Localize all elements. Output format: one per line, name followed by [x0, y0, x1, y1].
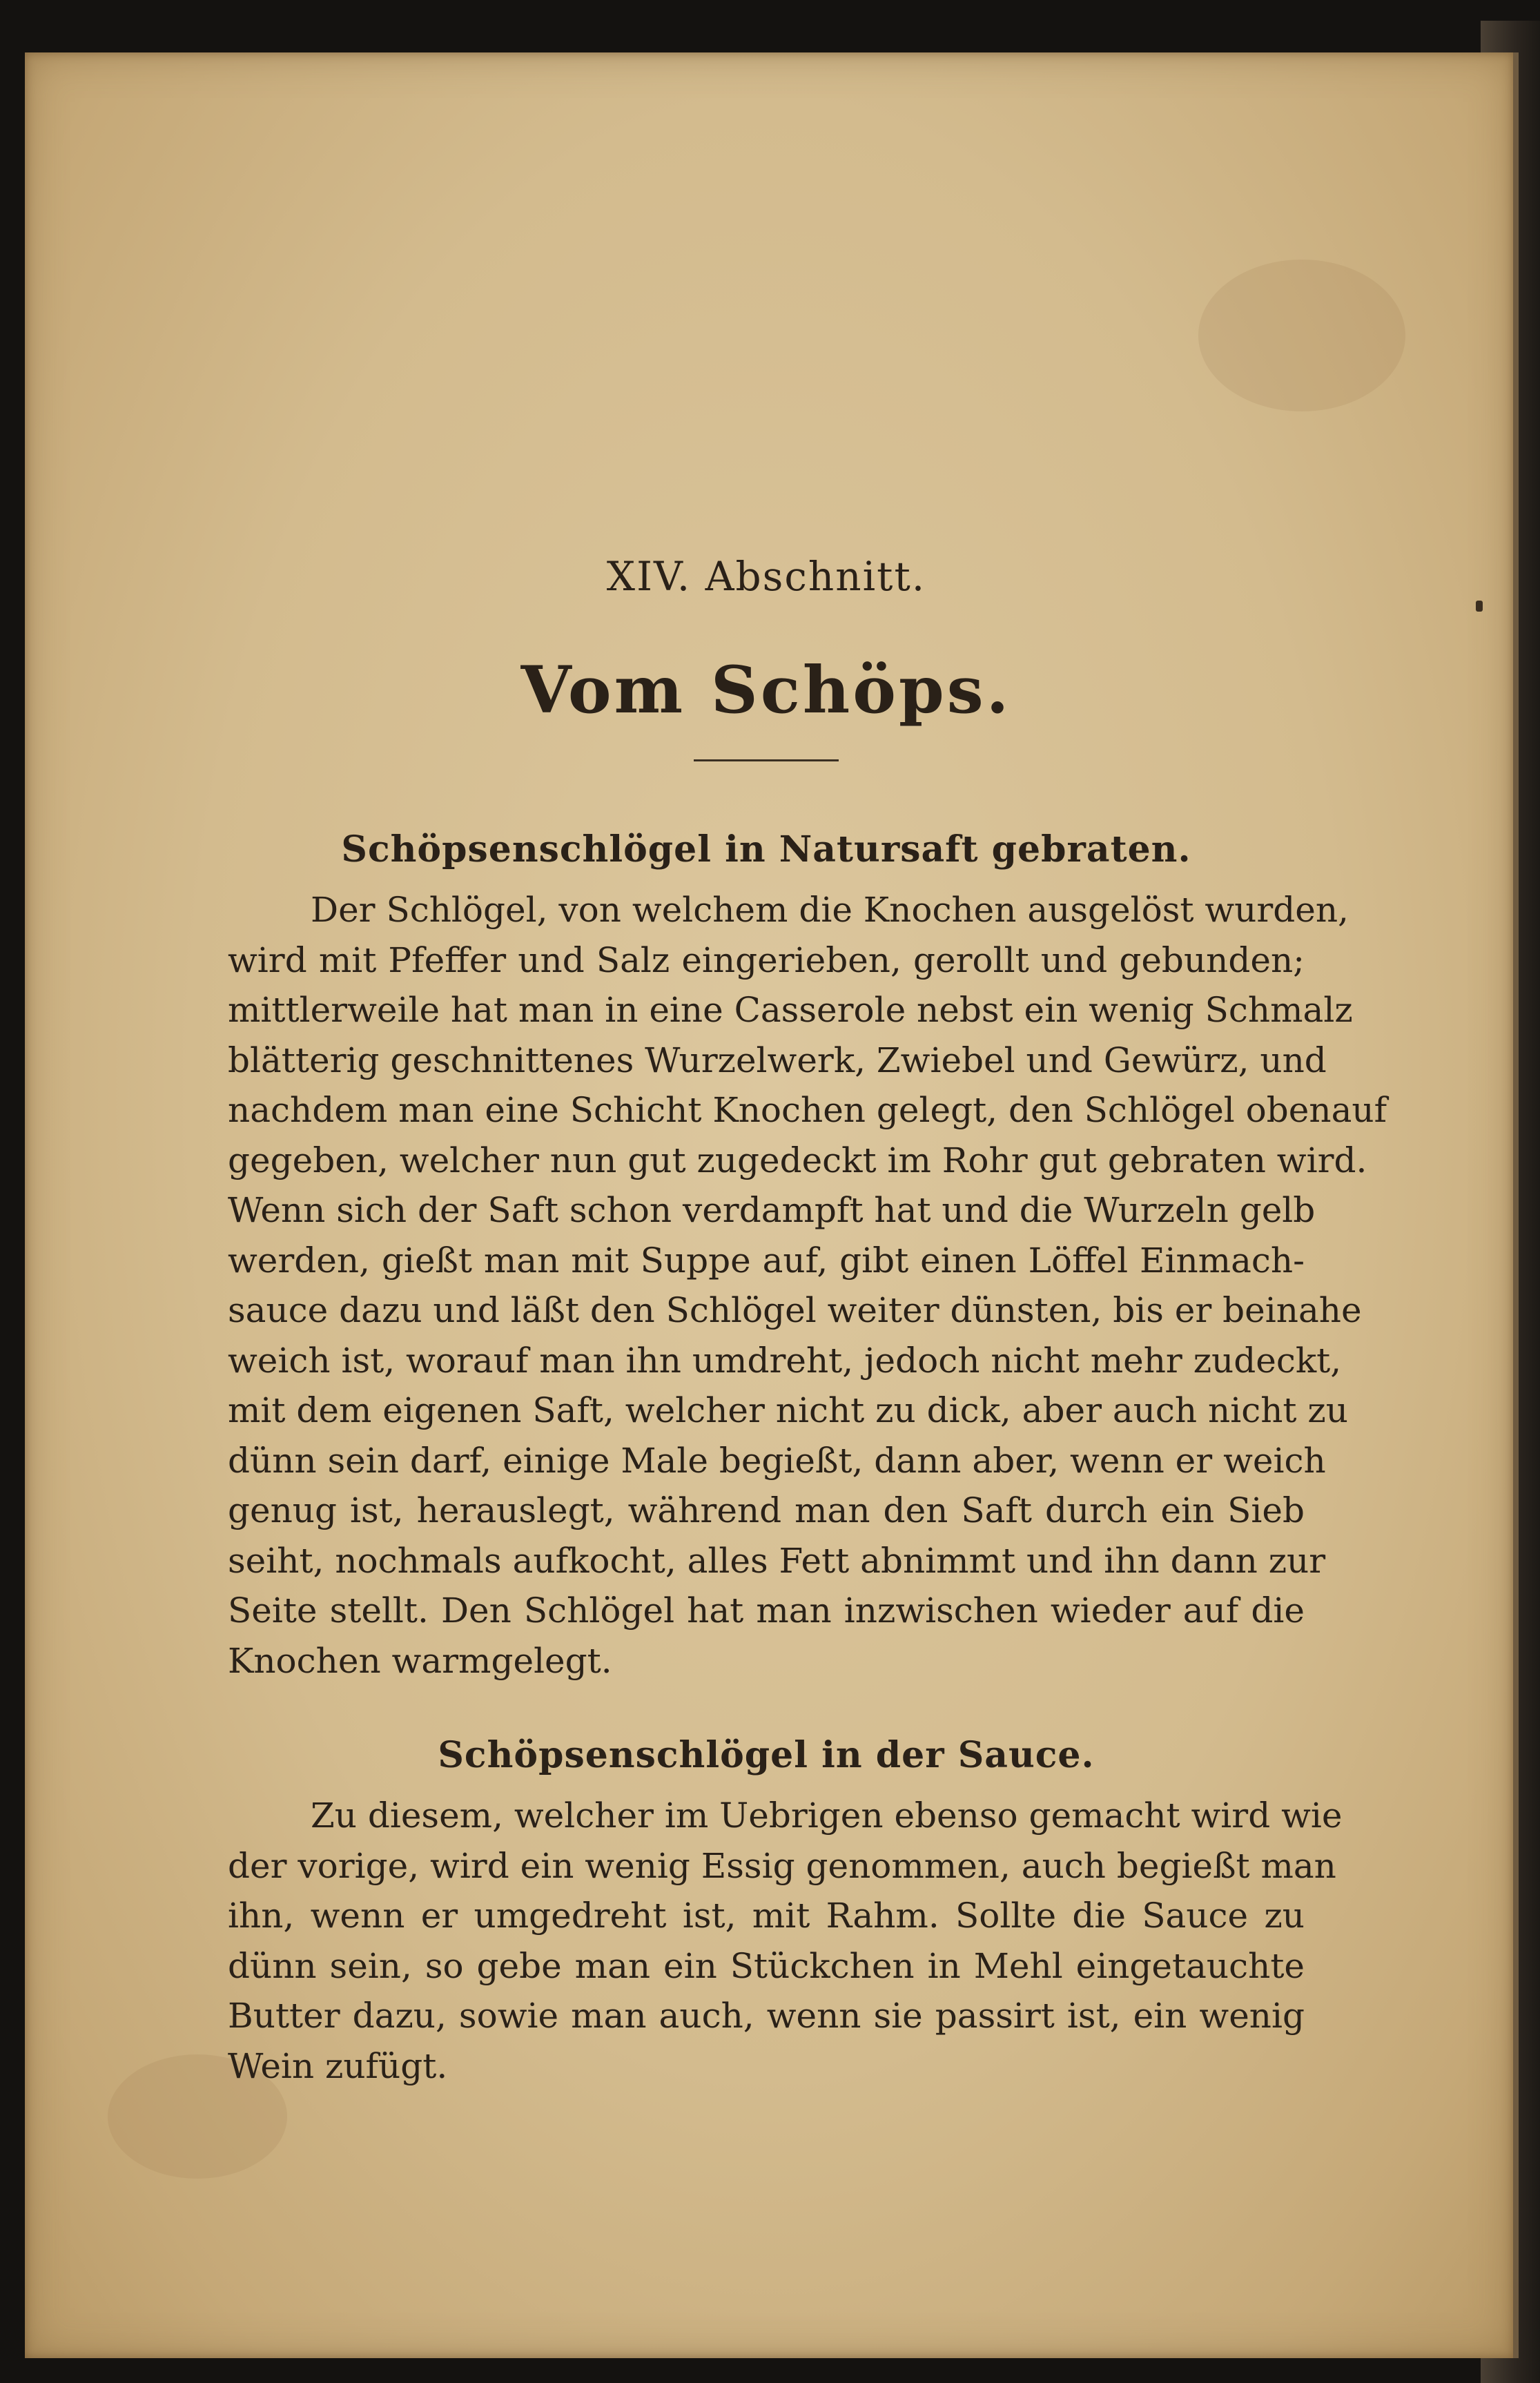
text-line: mit dem eigenen Saft, welcher nicht zu dick, aber auch nicht zu	[228, 1390, 1348, 1430]
text-line: weich ist, worauf man ihn umdreht, jedoch nicht mehr zudeckt,	[228, 1340, 1342, 1381]
paper-stain	[1198, 260, 1405, 411]
text-line: ihn, wenn er umgedreht ist, mit Rahm. Sollte die Sauce zu	[228, 1896, 1305, 1936]
text-line: Zu diesem, welcher im Uebrigen ebenso gemacht wird wie	[311, 1796, 1343, 1836]
text-line: Wenn sich der Saft schon verdampft hat und die Wurzeln gelb	[228, 1190, 1316, 1230]
recipe-section	[228, 1733, 1343, 2091]
text-line: dünn sein darf, einige Male begießt, dann aber, wenn er weich	[228, 1440, 1326, 1481]
section-number: XIV. Abschnitt.	[606, 553, 926, 600]
text-line: nachdem man eine Schicht Knochen gelegt, den Schlögel obenauf	[228, 1090, 1387, 1130]
chapter-title: Vom Schöps.	[520, 652, 1012, 728]
recipe-paragraph	[228, 885, 1387, 1686]
text-line: dünn sein, so gebe man ein Stückchen in Mehl eingetauchte	[228, 1945, 1305, 1986]
text-line: gegeben, welcher nun gut zugedeckt im Rohr gut gebraten wird.	[228, 1140, 1367, 1180]
text-line: Wein zufügt.	[228, 2045, 448, 2086]
text-line: blätterig geschnittenes Wurzelwerk, Zwiebel und Gewürz, und	[228, 1040, 1327, 1080]
text-line: Seite stellt. Den Schlögel hat man inzwischen wieder auf die	[228, 1591, 1305, 1631]
text-line: mittlerweile hat man in eine Casserole nebst ein wenig Schmalz	[228, 990, 1353, 1030]
page-text	[228, 552, 1387, 2091]
text-line: Butter dazu, sowie man auch, wenn sie passirt ist, ein wenig	[228, 1996, 1305, 2036]
recipe-section	[228, 827, 1387, 1686]
title-divider	[694, 759, 839, 761]
text-line: seiht, nochmals aufkocht, alles Fett abnimmt und ihn dann zur	[228, 1540, 1326, 1581]
text-line: sauce dazu und läßt den Schlögel weiter dünsten, bis er beinahe	[228, 1290, 1362, 1330]
text-line: Knochen warmgelegt.	[228, 1640, 612, 1681]
text-line: wird mit Pfeffer und Salz eingerieben, gerollt und gebunden;	[228, 940, 1305, 980]
text-line: werden, gießt man mit Suppe auf, gibt einen Löffel Einmach-	[228, 1240, 1305, 1281]
text-line: genug ist, herauslegt, während man den Saft durch ein Sieb	[228, 1490, 1305, 1530]
recipe-title: Schöpsenschlögel in Natursaft gebraten.	[341, 828, 1191, 870]
recipe-title: Schöpsenschlögel in der Sauce.	[438, 1734, 1095, 1776]
margin-ink-mark	[1476, 601, 1483, 612]
text-line: Der Schlögel, von welchem die Knochen ausgelöst wurden,	[311, 890, 1349, 930]
page-fold-edge	[1513, 52, 1519, 2358]
text-line: der vorige, wird ein wenig Essig genommen, auch begießt man	[228, 1845, 1336, 1886]
recipe-paragraph	[228, 1791, 1343, 2091]
